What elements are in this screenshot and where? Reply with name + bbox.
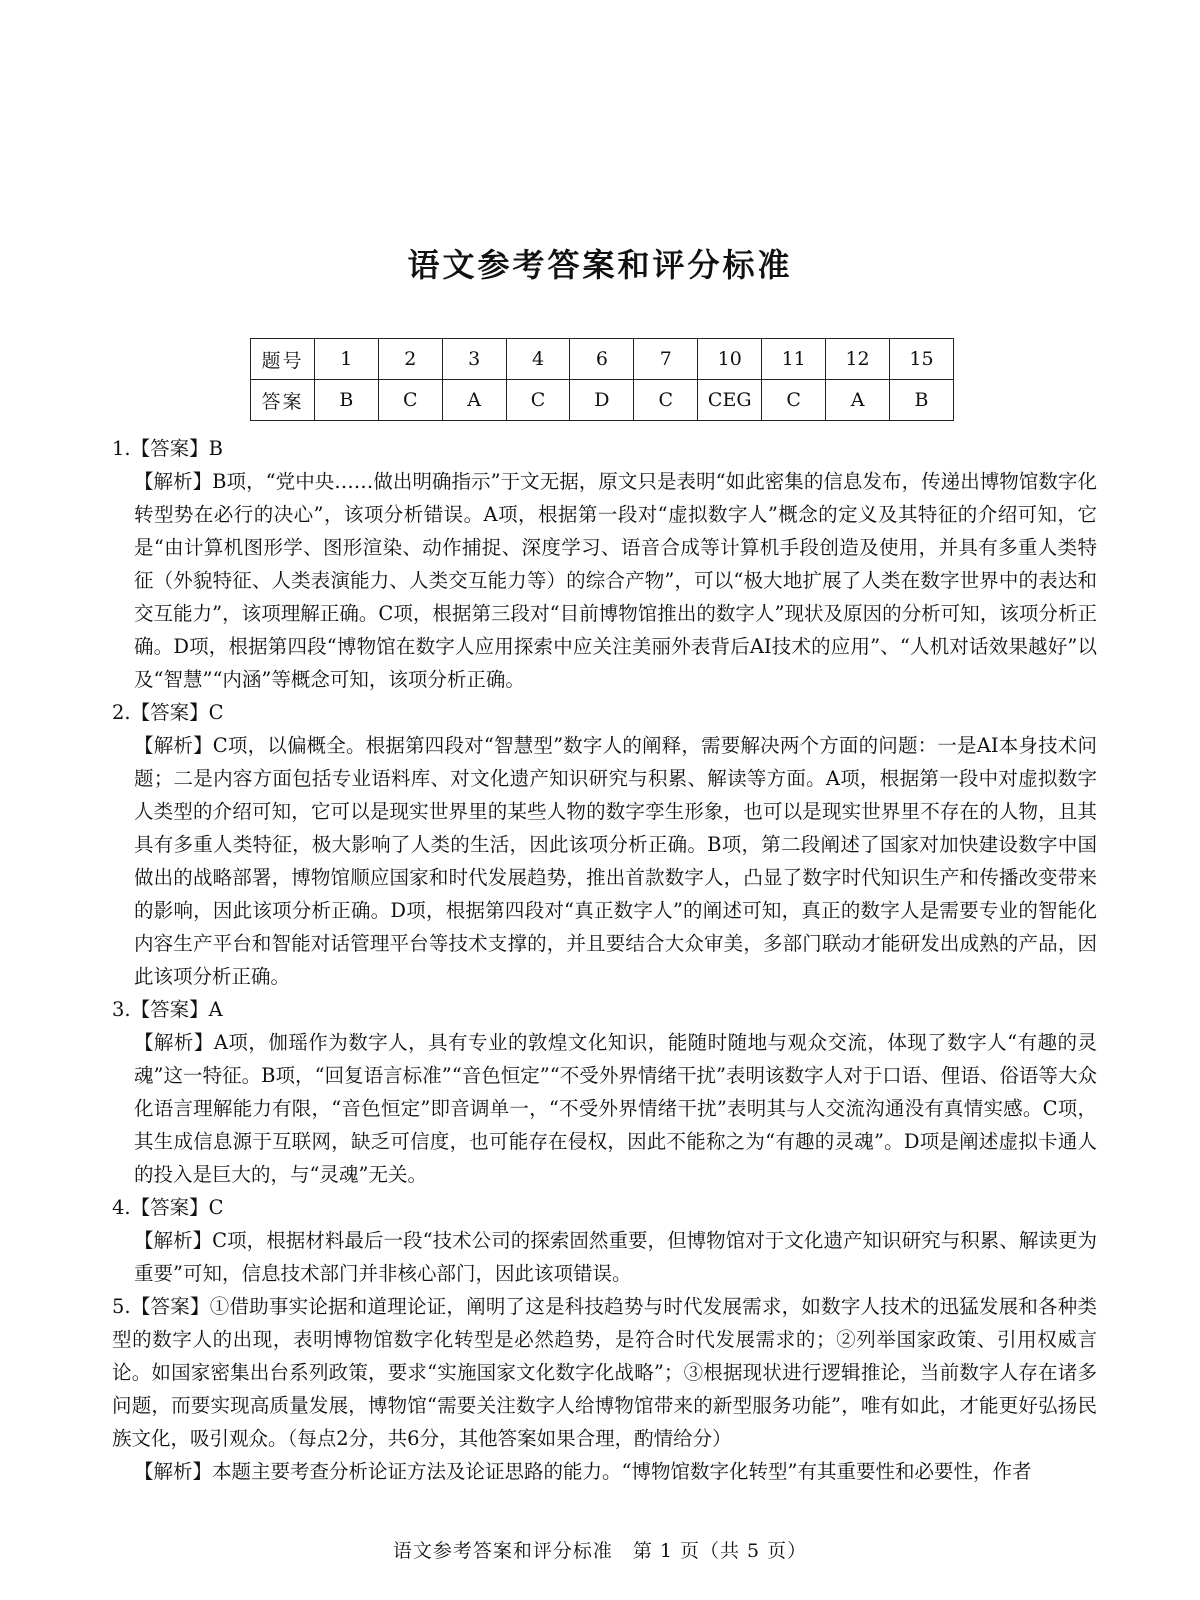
question-3-analysis: 【解析】A项，伽瑶作为数字人，具有专业的敦煌文化知识，能随时随地与观众交流，体现了数字人“有趣的灵魂”这一特征。B项，“回复语言标准”“音色恒定”“不受外界情绪干扰”表明该数字人对于口语、俚语、俗语等大众化语言理解能力有限，“音色恒定”即音调单一，“不受外界情绪干扰”表明其与人交流沟通没有真情实感。C项，其生成信息源于互联网，缺乏可信度，也可能存在侵权，因此不能称之为“有趣的灵魂”。D项是阐述虚拟卡通人的投入是巨大的，与“灵魂”无关。: [134, 1031, 1097, 1186]
question-3: [112, 993, 1097, 1191]
page-title: 语文参考答案和评分标准: [407, 246, 793, 284]
question-2: [112, 696, 1097, 993]
question-number-cell: 3: [442, 339, 506, 380]
question-1-analysis: 【解析】B项，“党中央……做出明确指示”于文无据，原文只是表明“如此密集的信息发布，传递出博物馆数字化转型势在必行的决心”，该项分析错误。A项，根据第一段对“虚拟数字人”概念的定义及其特征的介绍可知，它是“由计算机图形学、图形渲染、动作捕捉、深度学习、语音合成等计算机手段创造及使用，并具有多重人类特征（外貌特征、人类表演能力、人类交互能力等）的综合产物”，可以“极大地扩展了人类在数字世界中的表达和交互能力”，该项理解正确。C项，根据第三段对“目前博物馆推出的数字人”现状及原因的分析可知，该项分析正确。D项，根据第四段“博物馆在数字人应用探索中应关注美丽外表背后AI技术的应用”、“人机对话效果越好”以及“智慧”“内涵”等概念可知，该项分析正确。: [134, 470, 1097, 691]
question-1: [112, 432, 1097, 696]
question-4-answer: 4.【答案】C: [112, 1196, 224, 1219]
answer-explanations: [112, 432, 1097, 1488]
question-2-analysis: 【解析】C项，以偏概全。根据第四段对“智慧型”数字人的阐释，需要解决两个方面的问题：一是AI本身技术问题；二是内容方面包括专业语料库、对文化遗产知识研究与积累、解读等方面。A项，根据第一段中对虚拟数字人类型的介绍可知，它可以是现实世界里的某些人物的数字孪生形象，也可以是现实世界里不存在的人物，且其具有多重人类特征，极大影响了人类的生活，因此该项分析正确。B项，第二段阐述了国家对加快建设数字中国做出的战略部署，博物馆顺应国家和时代发展趋势，推出首款数字人，凸显了数字时代知识生产和传播改变带来的影响，因此该项分析正确。D项，根据第四段对“真正数字人”的阐述可知，真正的数字人是需要专业的智能化内容生产平台和智能对话管理平台等技术支撑的，并且要结合大众审美，多部门联动才能研发出成熟的产品，因此该项分析正确。: [134, 734, 1097, 988]
answer-cell: C: [762, 380, 826, 421]
question-number-cell: 7: [634, 339, 698, 380]
answer-cell: B: [890, 380, 954, 421]
question-number-cell: 4: [506, 339, 570, 380]
question-1-answer: 1.【答案】B: [112, 437, 223, 460]
table-header-answer: 答案: [251, 380, 315, 421]
question-4: [112, 1191, 1097, 1290]
answer-cell: A: [442, 380, 506, 421]
answer-table-answer-row: [251, 380, 954, 421]
question-5: [112, 1290, 1097, 1488]
question-number-cell: 1: [314, 339, 378, 380]
table-header-number: 题号: [251, 339, 315, 380]
question-5-analysis: 【解析】本题主要考查分析论证方法及论证思路的能力。“博物馆数字化转型”有其重要性和必要性，作者: [134, 1460, 1032, 1483]
question-2-answer: 2.【答案】C: [112, 701, 224, 724]
answer-cell: C: [378, 380, 442, 421]
question-number-cell: 6: [570, 339, 634, 380]
question-number-cell: 15: [890, 339, 954, 380]
question-3-answer: 3.【答案】A: [112, 998, 223, 1021]
answer-cell: B: [314, 380, 378, 421]
question-number-cell: 2: [378, 339, 442, 380]
question-number-cell: 11: [762, 339, 826, 380]
answer-cell: A: [826, 380, 890, 421]
answer-cell: C: [634, 380, 698, 421]
answer-cell: C: [506, 380, 570, 421]
answer-table: [250, 338, 954, 421]
question-number-cell: 12: [826, 339, 890, 380]
question-5-answer: 5.【答案】①借助事实论据和道理论证，阐明了这是科技趋势与时代发展需求，如数字人技术的迅猛发展和各种类型的数字人的出现，表明博物馆数字化转型是必然趋势，是符合时代发展需求的；②列举国家政策、引用权威言论。如国家密集出台系列政策，要求“实施国家文化数字化战略”；③根据现状进行逻辑推论，当前数字人存在诸多问题，而要实现高质量发展，博物馆“需要关注数字人给博物馆带来的新型服务功能”，唯有如此，才能更好弘扬民族文化，吸引观众。（每点2分，共6分，其他答案如果合理，酌情给分）: [112, 1295, 1097, 1450]
answer-table-number-row: [251, 339, 954, 380]
question-number-cell: 10: [698, 339, 762, 380]
answer-cell: D: [570, 380, 634, 421]
page-footer: 语文参考答案和评分标准 第 1 页（共 5 页）: [392, 1540, 808, 1562]
question-4-analysis: 【解析】C项，根据材料最后一段“技术公司的探索固然重要，但博物馆对于文化遗产知识研究与积累、解读更为重要”可知，信息技术部门并非核心部门，因此该项错误。: [134, 1229, 1097, 1285]
answer-cell: CEG: [698, 380, 762, 421]
